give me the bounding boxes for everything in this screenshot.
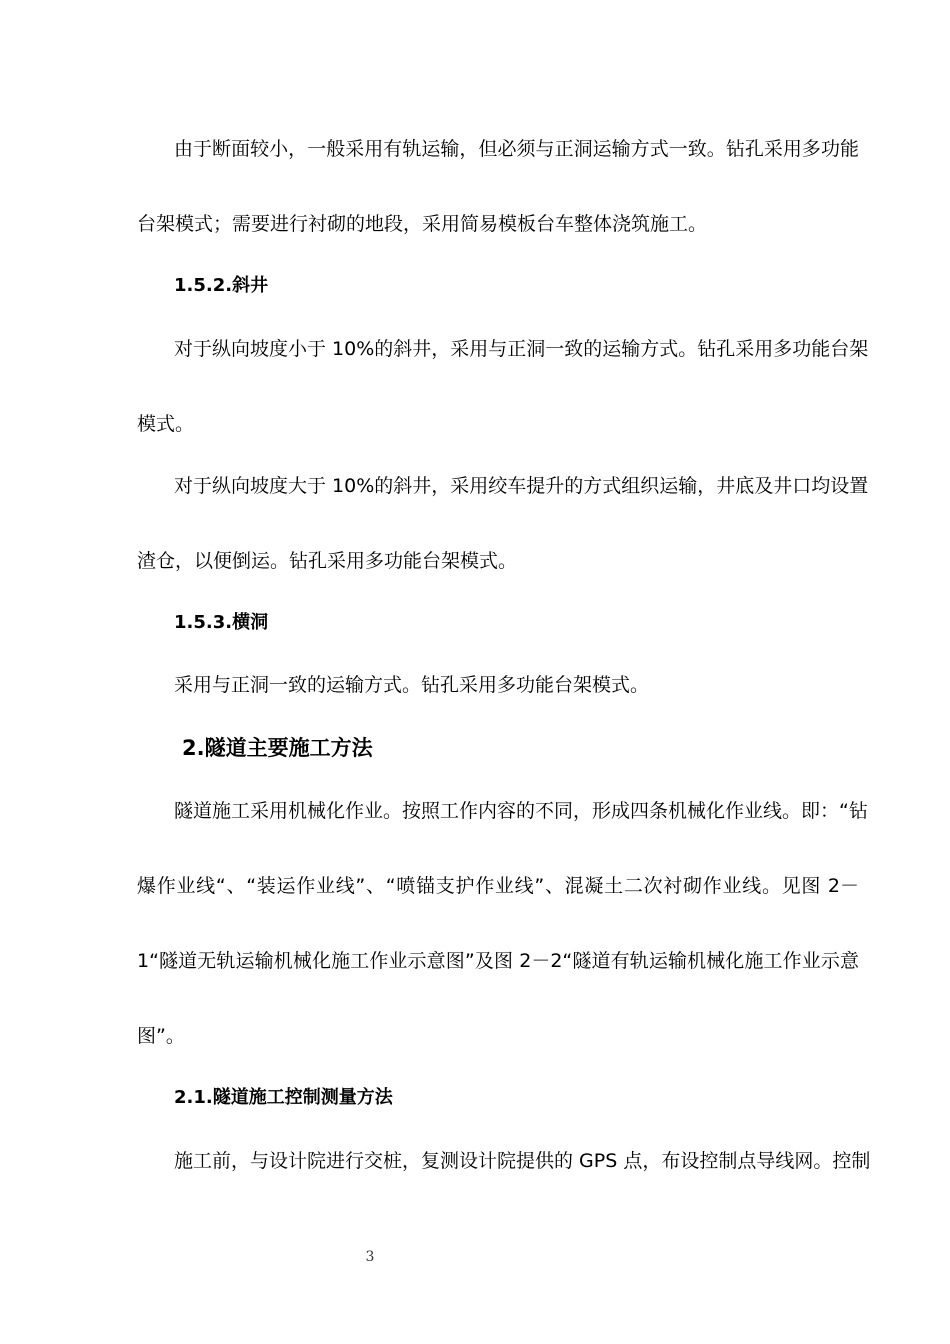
- paragraph-line: 图”。: [137, 1025, 185, 1047]
- section-heading-1-5-3: 1.5.3.横洞: [174, 612, 269, 633]
- chapter-heading-2: 2.隧道主要施工方法: [182, 736, 373, 760]
- paragraph-line: 爆作业线“、“装运作业线”、“喷锚支护作业线”、混凝土二次衬砌作业线。见图 2－: [137, 875, 859, 897]
- section-heading-2-1: 2.1.隧道施工控制测量方法: [174, 1087, 393, 1108]
- paragraph-line: 1“隧道无轨运输机械化施工作业示意图”及图 2－2“隧道有轨运输机械化施工作业示意: [137, 950, 859, 972]
- paragraph-line: 由于断面较小，一般采用有轨运输，但必须与正洞运输方式一致。钻孔采用多功能: [174, 138, 859, 160]
- paragraph-line: 台架模式；需要进行衬砌的地段，采用简易模板台车整体浇筑施工。: [137, 213, 708, 235]
- paragraph-line: 对于纵向坡度小于 10%的斜井，采用与正洞一致的运输方式。钻孔采用多功能台架: [174, 338, 869, 360]
- section-heading-1-5-2: 1.5.2.斜井: [174, 275, 269, 296]
- paragraph-line: 模式。: [137, 413, 195, 435]
- paragraph-line: 对于纵向坡度大于 10%的斜井，采用绞车提升的方式组织运输，井底及井口均设置: [174, 475, 869, 497]
- paragraph-line: 渣仓，以便倒运。钻孔采用多功能台架模式。: [137, 550, 518, 572]
- paragraph-line: 施工前，与设计院进行交桩，复测设计院提供的 GPS 点，布设控制点导线网。控制: [174, 1150, 871, 1172]
- paragraph-line: 隧道施工采用机械化作业。按照工作内容的不同，形成四条机械化作业线。即：“钻: [174, 800, 868, 822]
- page-number: 3: [365, 1249, 375, 1265]
- paragraph-line: 采用与正洞一致的运输方式。钻孔采用多功能台架模式。: [174, 674, 650, 696]
